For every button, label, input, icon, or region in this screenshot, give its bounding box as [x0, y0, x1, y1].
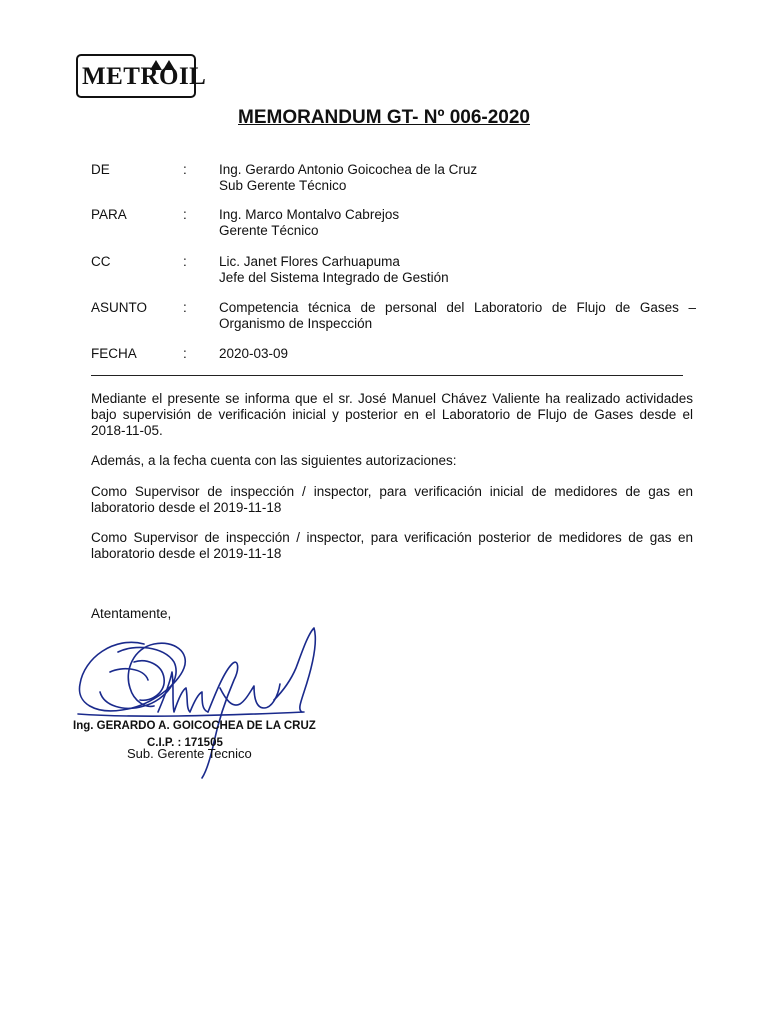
header-value-line: Jefe del Sistema Integrado de Gestión — [219, 270, 449, 285]
header-separator: : — [183, 207, 187, 222]
logo-text: METROIL — [82, 63, 207, 90]
body-paragraph: Además, a la fecha cuenta con las siguientes autorizaciones: — [91, 453, 457, 468]
header-value — [219, 162, 696, 194]
header-value-line: Ing. Gerardo Antonio Goicochea de la Cruz — [219, 162, 478, 177]
header-value-line: Ing. Marco Montalvo Cabrejos — [219, 207, 400, 222]
header-label: DE — [91, 162, 110, 177]
header-label: PARA — [91, 207, 127, 222]
signature-stamp-cip: C.I.P. : 171505 — [147, 737, 223, 749]
header-value — [219, 207, 696, 239]
header-value: 2020-03-09 — [219, 346, 289, 361]
header-divider — [91, 375, 683, 376]
closing-text: Atentamente, — [91, 606, 172, 621]
header-separator: : — [183, 300, 187, 315]
memo-title: MEMORANDUM GT- Nº 006-2020 — [238, 107, 530, 128]
body-paragraph: Como Supervisor de inspección / inspector, para verificación inicial de medidores de gas en laboratorio desde el 2019-11-18 — [91, 484, 693, 515]
signature-stamp-name: Ing. GERARDO A. GOICOCHEA DE LA CRUZ — [73, 720, 316, 732]
header-value-line: Gerente Técnico — [219, 223, 319, 238]
header-separator: : — [183, 162, 187, 177]
header-value: Competencia técnica de personal del Laboratorio de Flujo de Gases – Organismo de Inspección — [219, 300, 696, 331]
header-value-line: Sub Gerente Técnico — [219, 178, 347, 193]
header-label: FECHA — [91, 346, 137, 361]
header-separator: : — [183, 346, 187, 361]
body-paragraph: Mediante el presente se informa que el sr. José Manuel Chávez Valiente ha realizado actividades bajo supervisión de verificación inicial y posterior en el Laboratorio de Flujo de Gases desde el 2018-11-05. — [91, 391, 693, 438]
header-value-line: Lic. Janet Flores Carhuapuma — [219, 254, 400, 269]
body-paragraph: Como Supervisor de inspección / inspector, para verificación posterior de medidores de gas en laboratorio desde el 2019-11-18 — [91, 530, 693, 561]
company-logo — [76, 54, 207, 98]
header-separator: : — [183, 254, 187, 269]
header-value — [219, 254, 696, 286]
header-label: CC — [91, 254, 111, 269]
header-label: ASUNTO — [91, 300, 148, 315]
signature-role: Sub. Gerente Tecnico — [127, 746, 252, 761]
